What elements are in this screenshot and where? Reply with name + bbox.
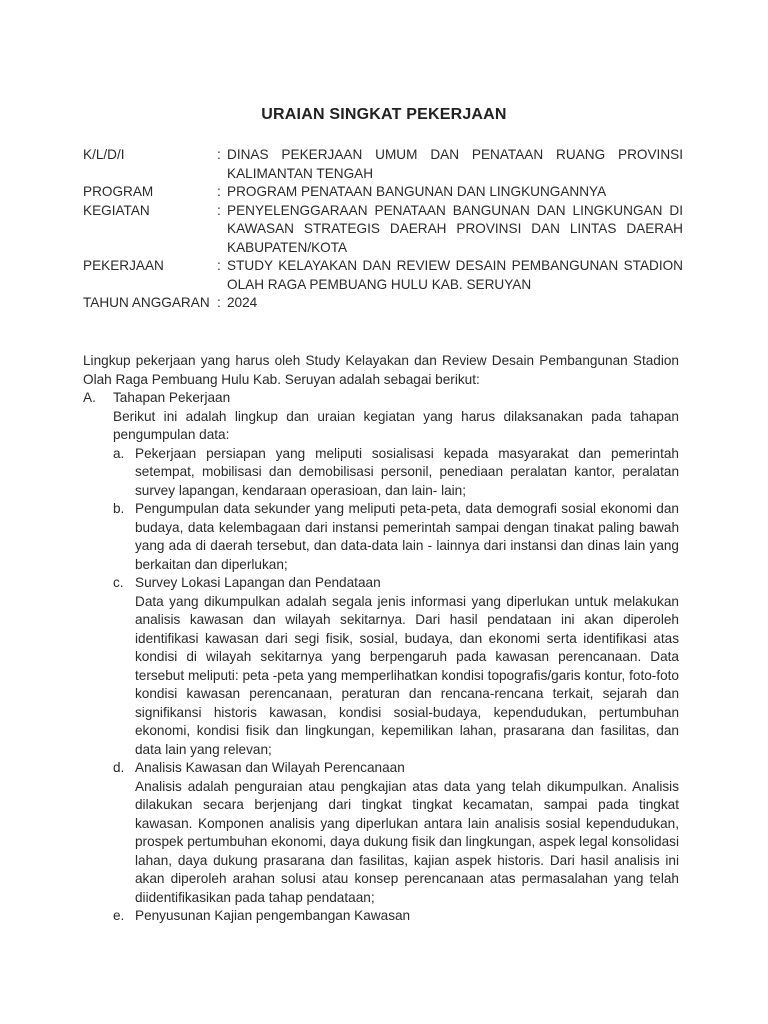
meta-value: PENYELENGGARAAN PENATAAN BANGUNAN DAN LINGKUNGAN DI KAWASAN STRATEGIS DAERAH PROVINSI DAN LINTAS DAERAH KABUPATEN/KOTA: [227, 202, 683, 255]
section-description: Berikut ini adalah lingkup dan uraian kegiatan yang harus dilaksanakan pada tahapan pengumpulan data:: [113, 408, 679, 442]
meta-label: KEGIATAN: [83, 202, 150, 218]
intro-paragraph: Lingkup pekerjaan yang harus oleh Study Kelayakan dan Review Desain Pembangunan Stadion Olah Raga Pembuang Hulu Kab. Seruyan adalah sebagai berikut:: [83, 353, 679, 387]
item-marker: d.: [113, 760, 125, 775]
list-item-c: [113, 574, 679, 759]
item-marker: b.: [113, 501, 125, 516]
meta-colon: :: [217, 184, 221, 199]
meta-value: STUDY KELAYAKAN DAN REVIEW DESAIN PEMBANGUNAN STADION OLAH RAGA PEMBUANG HULU KAB. SERUYAN: [227, 258, 683, 292]
meta-row-pekerjaan: [83, 257, 683, 294]
section-marker: A.: [83, 390, 96, 405]
item-text: Pekerjaan persiapan yang meliputi sosialisasi kepada masyarakat dan pemerintah setempat, mobilisasi dan demobilisasi personil, penediaan peralatan kantor, peralatan survey lapangan, kendaraan operasioan, dan lain- lain;: [135, 445, 679, 498]
item-marker: c.: [113, 575, 124, 590]
item-marker: a.: [113, 445, 125, 461]
meta-value: PROGRAM PENATAAN BANGUNAN DAN LINGKUNGANNYA: [227, 184, 607, 199]
meta-label: K/L/D/I: [83, 147, 125, 162]
item-content: [135, 759, 679, 907]
item-heading: Analisis Kawasan dan Wilayah Perencanaan: [135, 760, 405, 775]
meta-colon: :: [217, 202, 221, 218]
list-item-b: [113, 500, 679, 574]
meta-value: DINAS PEKERJAAN UMUM DAN PENATAAN RUANG PROVINSI KALIMANTAN TENGAH: [227, 147, 683, 181]
item-text: Data yang dikumpulkan adalah segala jenis informasi yang diperlukan untuk melakukan analisis kawasan dan wilayah sekitarnya. Dari hasil pendataan ini akan diperoleh identifikasi kawasan dari segi fisik, sosial, budaya, dan ekonomi serta identifikasi atas kondisi di wilayah sekitarnya yang berpengaruh pada kawasan perencanaan. Data tersebut meliputi: peta -peta yang memperlihatkan kondisi topografis/garis kontur, foto-foto kondisi kawasan perencanaan, peraturan dan rencana-rencana terkait, sejarah dan signifikansi historis kawasan, kondisi sosial-budaya, kependudukan, pertumbuhan ekonomi, kondisi fisik dan lingkungan, kepemilikan lahan, prasarana dan fasilitas, dan data lain yang relevan;: [135, 593, 679, 757]
section-a: [83, 389, 679, 926]
list-item-a: [113, 445, 679, 501]
section-heading: Tahapan Pekerjaan: [113, 390, 231, 405]
item-heading: Penyusunan Kajian pengembangan Kawasan: [135, 908, 411, 923]
meta-label: PEKERJAAN: [83, 258, 164, 273]
page-title: URAIAN SINGKAT PEKERJAAN: [261, 106, 507, 123]
meta-colon: :: [217, 147, 221, 162]
item-content: [135, 907, 679, 926]
item-text: Pengumpulan data sekunder yang meliputi peta-peta, data demografi sosial ekonomi dan budaya, data kelembagaan dari instansi pemerintah sampai dengan tinakat paling bawah yang ada di daerah tersebut, dan data-data lain - lainnya dari instansi dan dinas lain yang berkaitan dan diperlukan;: [135, 501, 679, 572]
document-body: [83, 352, 679, 926]
meta-colon: :: [217, 295, 221, 310]
item-heading: Survey Lokasi Lapangan dan Pendataan: [135, 575, 381, 590]
meta-label: TAHUN ANGGARAN: [83, 295, 210, 310]
item-content: [135, 574, 679, 759]
meta-colon: :: [217, 258, 221, 273]
meta-label: PROGRAM: [83, 184, 154, 199]
meta-row-program: [83, 183, 683, 202]
meta-table: [83, 146, 683, 313]
section-items: [113, 445, 679, 926]
meta-row-kegiatan: [83, 202, 683, 258]
list-item-e: [113, 907, 679, 926]
item-text: Analisis adalah penguraian atau pengkajian atas data yang telah dikumpulkan. Analisis dilakukan secara berjenjang dari tingkat tingkat kecamatan, sampai pada tingkat kawasan. Komponen analisis yang diperlukan antara lain analisis sosial kependudukan, prospek pertumbuhan ekonomi, daya dukung fisik dan lingkungan, aspek legal konsolidasi lahan, daya dukung prasarana dan fasilitas, kajian aspek historis. Dari hasil analisis ini akan diperoleh arahan solusi atau konsep perencanaan atas permasalahan yang telah diidentifikasikan pada tahap pendataan;: [135, 778, 679, 905]
meta-row-tahun-anggaran: [83, 294, 683, 313]
meta-row-kldi: [83, 146, 683, 183]
item-marker: e.: [113, 908, 125, 923]
meta-value: 2024: [227, 295, 258, 310]
section-content: [113, 389, 679, 926]
list-item-d: [113, 759, 679, 907]
